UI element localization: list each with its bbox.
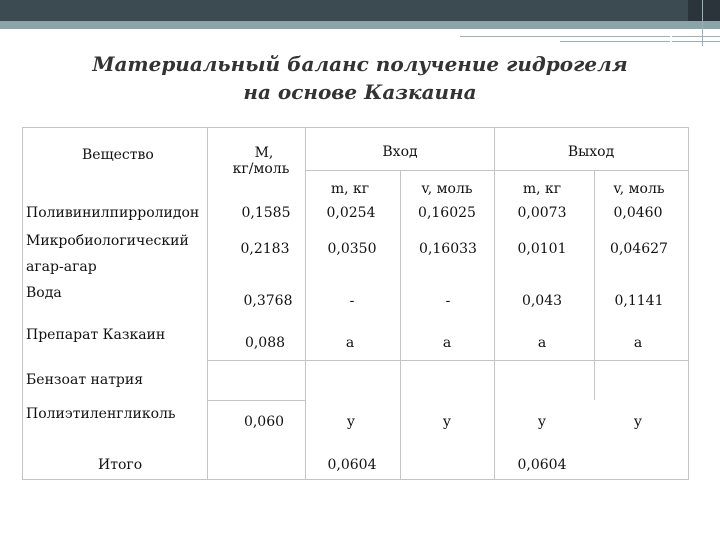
page-title-line1: Материальный баланс получение гидрогеля (92, 52, 628, 76)
row-output-moles: 0,1141 (614, 293, 664, 309)
header-input-mass: m, кг (330, 181, 370, 197)
decorative-rule-1 (460, 36, 670, 37)
header-input: Вход (382, 144, 418, 160)
row-output-mass: a (537, 335, 547, 351)
total-input-mass: 0,0604 (327, 457, 377, 473)
header-input-moles: v, моль (421, 181, 473, 197)
row-name: Поливинилпирролидон (26, 205, 200, 221)
row-name-line1: Микробиологический (26, 233, 189, 249)
row-input-moles: y (443, 414, 451, 430)
row-input-moles: a (442, 335, 452, 351)
header-substance: Вещество (82, 147, 154, 163)
row-molar-mass: 0,2183 (240, 241, 290, 257)
row-output-mass: 0,0073 (517, 205, 567, 221)
row-output-moles: 0,04627 (610, 241, 668, 257)
total-label: Итого (98, 457, 143, 473)
row-input-moles: 0,16033 (419, 241, 477, 257)
table-divider (207, 360, 689, 361)
row-molar-mass: 0,3768 (243, 293, 293, 309)
row-molar-mass: 0,060 (243, 414, 285, 430)
total-output-mass: 0,0604 (517, 457, 567, 473)
table-border-right (688, 127, 689, 480)
row-name-line2: агар-агар (26, 259, 97, 275)
page-title-line2: на основе Казкаина (243, 80, 477, 104)
row-name: Препарат Казкаин (26, 327, 166, 343)
table-divider (305, 170, 689, 171)
row-input-mass: a (345, 335, 355, 351)
table-divider (207, 400, 305, 401)
table-divider (207, 127, 208, 480)
header-output-mass: m, кг (522, 181, 562, 197)
header-output: Выход (567, 144, 615, 160)
table-border-top (22, 127, 689, 128)
header-molar-mass-line2: кг/моль (232, 161, 290, 177)
row-molar-mass: 0,1585 (241, 205, 291, 221)
row-name: Бензоат натрия (26, 372, 144, 388)
corner-decoration (672, 0, 720, 46)
table-divider (400, 170, 401, 480)
material-balance-table (22, 127, 689, 480)
decorative-rule-2 (560, 41, 670, 42)
row-output-mass: 0,0101 (517, 241, 567, 257)
row-input-mass: 0,0254 (326, 205, 376, 221)
title-bar-stripe (0, 21, 720, 29)
row-name: Полиэтиленгликоль (26, 406, 176, 422)
row-output-mass: 0,043 (521, 293, 563, 309)
table-divider (494, 127, 495, 480)
row-input-moles: 0,16025 (418, 205, 476, 221)
table-divider (594, 170, 595, 400)
row-output-mass: y (538, 414, 546, 430)
table-border-bottom (22, 479, 689, 480)
table-divider (305, 127, 306, 480)
row-output-moles: a (633, 335, 643, 351)
row-input-mass: 0,0350 (327, 241, 377, 257)
row-molar-mass: 0,088 (244, 335, 286, 351)
row-output-moles: 0,0460 (613, 205, 663, 221)
table-border-left (22, 127, 23, 480)
row-input-mass: y (347, 414, 355, 430)
row-input-moles: - (445, 293, 451, 309)
title-bar-band (0, 0, 720, 21)
row-output-moles: y (634, 414, 642, 430)
row-name: Вода (26, 285, 62, 301)
header-molar-mass-line1: М, (254, 145, 274, 161)
row-input-mass: - (349, 293, 355, 309)
header-output-moles: v, моль (613, 181, 665, 197)
